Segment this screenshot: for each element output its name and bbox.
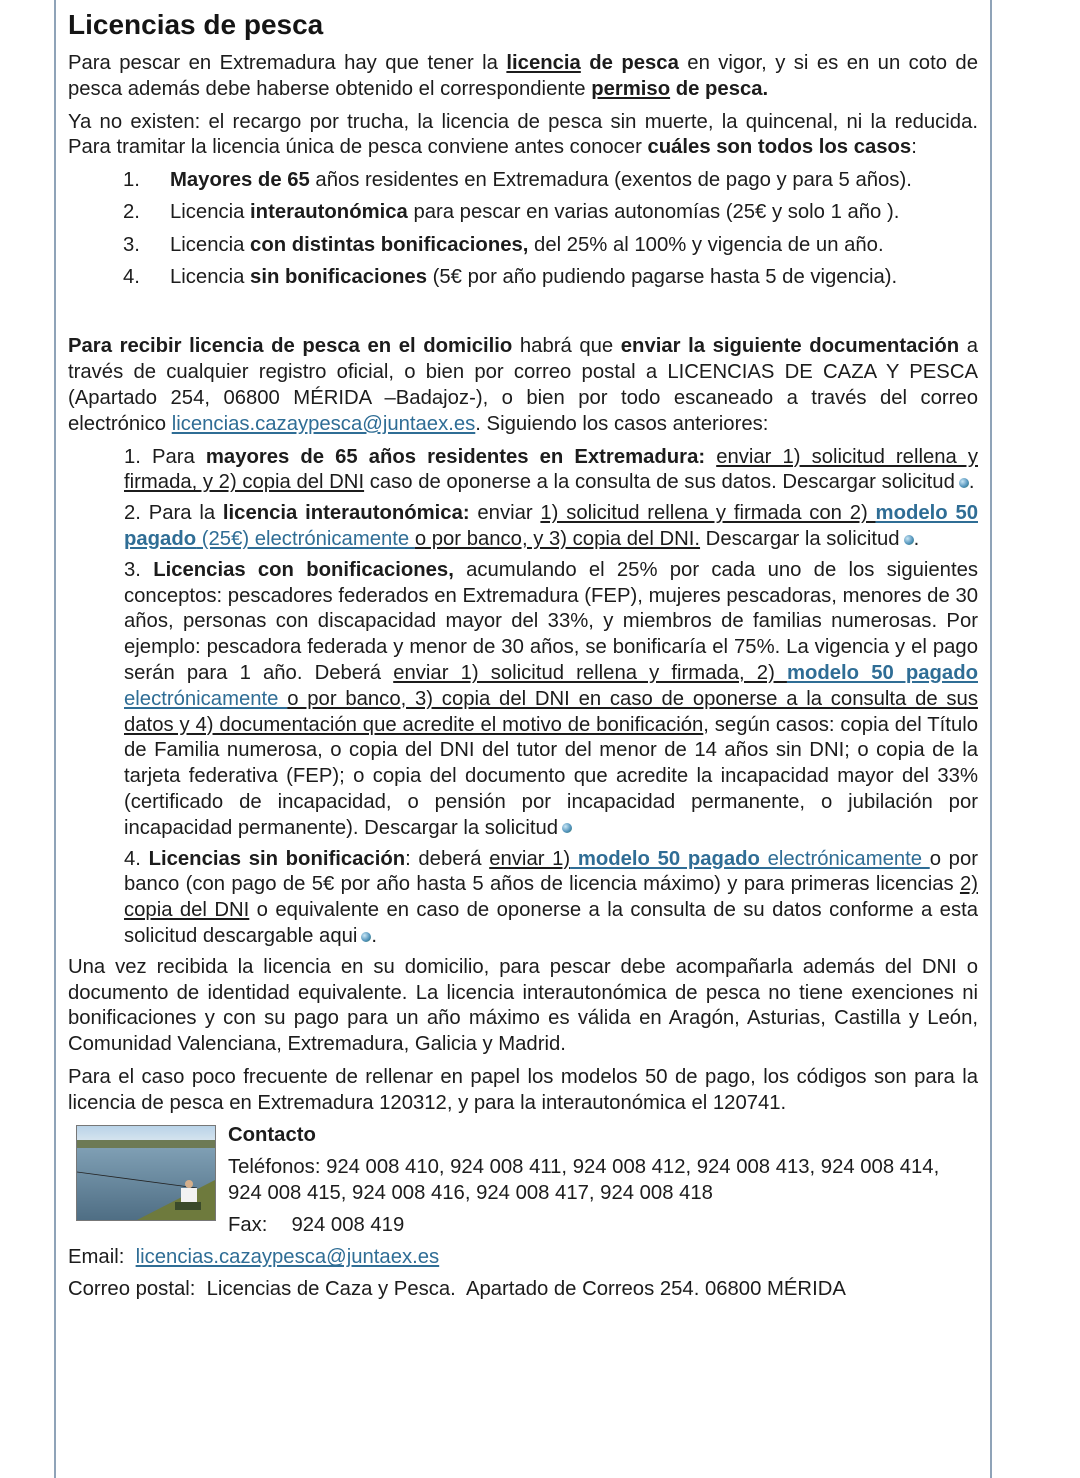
electronicamente-link[interactable]: electrónicamente	[124, 687, 288, 710]
recibida-paragraph: Una vez recibida la licencia en su domicilio, para pescar debe acompañarla además del DNI o documento de identidad equivalente. La licencia interautonómica de pesca no tiene exenciones ni bonificaciones y con su pago para un año máximo es válida en Aragón, Asturias, Castilla y León, Comunidad Valenciana, Extremadura, Galicia y Madrid.	[68, 955, 978, 1056]
contact-fax	[228, 1213, 978, 1239]
case-number: 1.	[123, 169, 140, 192]
case-text: años residentes en Extremadura (exentos de pago y para 5 años).	[309, 169, 912, 192]
enviar-solicitud-link[interactable]: enviar 1) solicitud rellena y firmada, y 2) copia del DNI	[124, 445, 978, 494]
doc-number: 1.	[124, 445, 141, 468]
banco-link[interactable]: o por banco, y 3) copia del DNI.	[414, 527, 701, 550]
intro-paragraph	[68, 51, 978, 103]
doc-bold: Licencias sin bonificación	[148, 847, 406, 870]
fax-number: 924 008 419	[291, 1213, 405, 1236]
doc-text: caso de oponerse a la consulta de sus datos. Descargar solicitud	[364, 471, 955, 494]
doc-text: , según casos: copia del Título de Familia numerosa, o copia del DNI del tutor del menor de 14 años sin DNI; o copia de la tarjeta federativa (FEP); o copia del documento que acredite la incapacidad mayor del 33% (certificado de incapacidad, o pensión por incapacidad permanente, o jubilación por incapacidad permanente). Descargar la solicitud	[124, 713, 979, 839]
cases-intro-colon: :	[911, 136, 917, 159]
case-bold: interautonómica	[250, 201, 408, 224]
doc-item-bonificaciones	[124, 558, 978, 842]
intro-text-2: en vigor, y si es en un coto de pesca además debe haberse obtenido el correspondiente	[68, 52, 978, 100]
postal-address: Licencias de Caza y Pesca. Apartado de Correos 254. 06800 MÉRIDA	[206, 1278, 846, 1301]
documentation-list	[68, 445, 978, 950]
domicilio-text-3: . Siguiendo los casos anteriores:	[475, 412, 769, 435]
domicilio-text: habrá que	[512, 335, 621, 358]
case-item	[68, 200, 978, 226]
spacer	[68, 297, 978, 334]
domicilio-bold: Para recibir licencia de pesca en el domicilio	[68, 335, 513, 358]
contact-email-link[interactable]: licencias.cazaypesca@juntaex.es	[135, 1246, 440, 1269]
case-item	[68, 233, 978, 259]
electronicamente-link[interactable]: electrónicamente	[759, 847, 930, 870]
postal-label: Correo postal:	[68, 1278, 207, 1301]
doc-number: 4.	[124, 847, 141, 870]
doc-text: o equivalente en caso de oponerse a la consulta de su datos conforme a esta solicitud descargable aqui	[124, 899, 978, 947]
contact-phones: Teléfonos: 924 008 410, 924 008 411, 924 008 412, 924 008 413, 924 008 414, 924 008 415, 924 008 416, 924 008 417, 924 008 418	[228, 1156, 940, 1205]
doc-text: acumulando el 25% por cada uno de los siguientes conceptos: pescadores federados en Extremadura (FEP), mujeres pescadoras, menores de 30 años, personas con discapacidad mayor del 33%, y miembros de familias numerosas. Por ejemplo: pescadora federada y menor de 30 años, se bonificaría el 75%. La vigencia y el pago serán para 1 año. Deberá	[124, 558, 978, 684]
email-label: Email:	[68, 1246, 136, 1269]
doc-text: Para la	[140, 502, 223, 525]
doc-item-interautonomica: 2. Para la licencia interautonómica: enviar 1) solicitud rellena y firmada con 2) modelo 50 pagado (25€) electrónicamente o por banco, y 3) copia del DNI. Descargar la solicitud .	[124, 502, 978, 550]
modelo-50-link[interactable]: modelo 50 pagado	[124, 502, 978, 550]
domicilio-text-2: a través de cualquier registro oficial, o bien por correo postal a LICENCIAS DE CAZA Y PESCA (Apartado 254, 06800 MÉRIDA –Badajoz-), o bien por todo escaneado a través del correo electrónico	[68, 335, 978, 435]
copia-dni-link[interactable]: 2) copia del DNI	[124, 873, 978, 922]
banco-link[interactable]: o por banco, 3) copia del DNI en caso de oponerse a la consulta de sus datos y 4) documentación que acredite el motivo de bonificación	[124, 687, 978, 736]
globe-icon[interactable]	[904, 535, 914, 545]
intro-text: Para pescar en Extremadura hay que tener la	[68, 52, 507, 74]
doc-text: enviar	[469, 502, 541, 525]
cases-intro-text: Ya no existen: el recargo por trucha, la licencia de pesca sin muerte, la quincenal, ni la reducida. Para tramitar la licencia única de pesca conviene antes conocer	[68, 110, 978, 159]
case-bold: Mayores de 65	[170, 169, 310, 192]
case-number: 4.	[123, 266, 140, 289]
globe-icon[interactable]	[562, 823, 572, 833]
doc-text: Descargar la solicitud	[700, 527, 900, 550]
contact-title: Contacto	[228, 1124, 316, 1147]
intro-bold-2: de pesca.	[670, 77, 769, 100]
contact-block	[68, 1123, 978, 1245]
doc-number: 3.	[124, 558, 141, 581]
cases-intro-bold: cuáles son todos los casos	[647, 136, 912, 159]
doc-text: o por banco (con pago de 5€ por año hasta 5 años de licencia máximo) y para primeras licencias	[124, 847, 978, 896]
case-number: 2.	[123, 201, 140, 224]
fishing-photo	[76, 1125, 216, 1221]
globe-icon[interactable]	[959, 478, 969, 488]
case-text: (5€ por año pudiendo pagarse hasta 5 de vigencia).	[426, 266, 898, 289]
domicilio-bold-2: enviar la siguiente documentación	[620, 335, 960, 358]
licencia-link[interactable]: licencia	[506, 52, 581, 74]
cases-list	[68, 168, 978, 291]
case-item	[68, 168, 978, 194]
contact-info	[228, 1123, 978, 1238]
doc-text: : deberá	[405, 847, 490, 870]
doc-item-sin-bonificacion: 4. Licencias sin bonificación: deberá enviar 1) modelo 50 pagado electrónicamente o por banco (con pago de 5€ por año hasta 5 años de licencia máximo) y para primeras licencias 2) copia del DNI o equivalente en caso de oponerse a la consulta de su datos conforme a esta solicitud descargable aqui .	[124, 847, 978, 947]
case-number: 3.	[123, 233, 140, 256]
case-text: del 25% al 100% y vigencia de un año.	[528, 233, 884, 256]
globe-icon[interactable]	[361, 932, 371, 942]
contact-postal-row	[68, 1277, 978, 1303]
contact-email-row	[68, 1245, 978, 1271]
intro-bold: de pesca	[580, 52, 679, 74]
page-title: Licencias de pesca	[68, 9, 324, 40]
article	[68, 8, 978, 1303]
permiso-link[interactable]: permiso	[591, 77, 671, 100]
solicitud-link[interactable]: 1) solicitud rellena y firmada con 2)	[540, 502, 876, 525]
case-bold: con distintas bonificaciones,	[250, 233, 529, 256]
fishing-photo-illustration	[77, 1126, 215, 1220]
case-text: Licencia	[170, 233, 251, 256]
enviar-solicitud-link[interactable]: enviar 1) solicitud rellena y firmada, 2)	[393, 661, 787, 684]
doc-bold: mayores de 65 años residentes en Extremadura:	[205, 445, 706, 468]
domicilio-paragraph	[68, 334, 978, 437]
enviar-link[interactable]: enviar 1)	[489, 847, 571, 870]
doc-text: Para	[140, 445, 206, 468]
case-text: Licencia	[170, 266, 251, 289]
modelo-50-link[interactable]: modelo 50 pagado	[570, 847, 760, 870]
case-text: para pescar en varias autonomías (25€ y solo 1 año ).	[407, 201, 900, 224]
fax-label: Fax:	[228, 1213, 268, 1236]
doc-item-mayores: 1. Para mayores de 65 años residentes en Extremadura: enviar 1) solicitud rellena y firmada, y 2) copia del DNI caso de oponerse a la consulta de sus datos. Descargar solicitud .	[124, 445, 978, 494]
case-item	[68, 265, 978, 291]
cases-intro-paragraph	[68, 110, 978, 162]
doc-bold: licencia interautonómica:	[222, 502, 470, 525]
modelo-50-link[interactable]: modelo 50 pagado	[786, 661, 978, 684]
email-link[interactable]: licencias.cazaypesca@juntaex.es	[171, 412, 476, 435]
electronicamente-link[interactable]: (25€) electrónicamente	[196, 527, 415, 550]
doc-number: 2.	[124, 502, 141, 525]
case-text: Licencia	[170, 201, 251, 224]
doc-bold: Licencias con bonificaciones,	[153, 558, 454, 581]
modelos-paragraph: Para el caso poco frecuente de rellenar en papel los modelos 50 de pago, los códigos son para la licencia de pesca en Extremadura 120312, y para la interautonómica el 120741.	[68, 1065, 978, 1114]
case-bold: sin bonificaciones	[250, 266, 427, 289]
